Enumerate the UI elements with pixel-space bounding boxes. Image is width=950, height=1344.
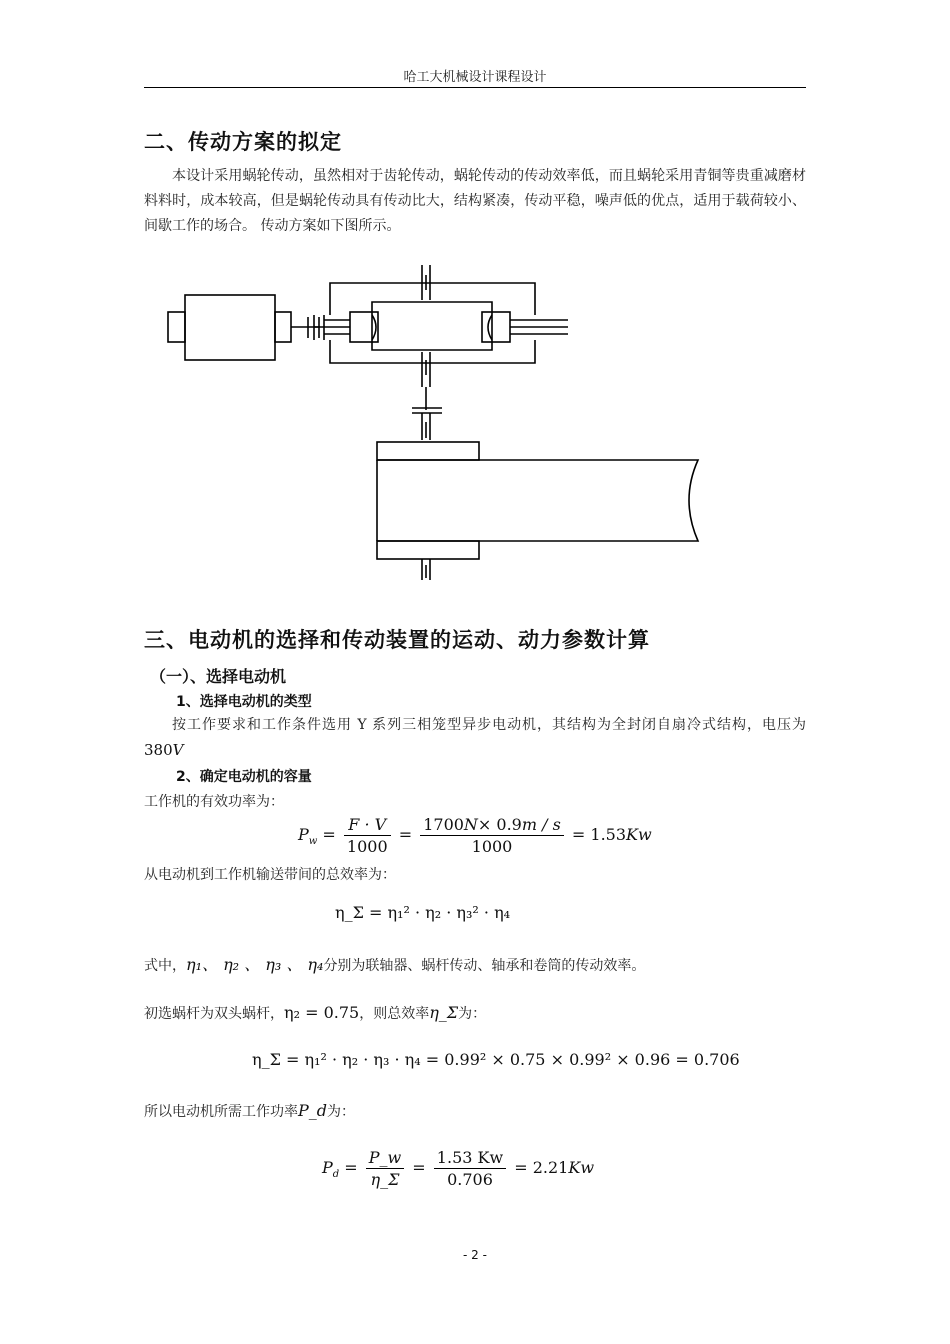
eta2-value: η₂ = 0.75 xyxy=(284,1003,360,1022)
pw-fraction-1 xyxy=(344,815,391,856)
motor-end-left xyxy=(168,312,185,342)
pw-frac1-den: 1000 xyxy=(346,837,388,856)
pd-frac1-num: P_w xyxy=(366,1148,404,1169)
pd-subscript: d xyxy=(332,1169,340,1181)
pd-formula: $P_d$ = $\frac{P\_w}{\eta\_\Sigma}$ = $\frac{1.53 Kw}{0.706}$ = 2.21Kw xyxy=(322,1148,595,1189)
item-heading-2: 2、确定电动机的容量 xyxy=(176,769,312,785)
pd-symbol: P xyxy=(322,1158,333,1177)
motor-body xyxy=(185,295,275,360)
eta2-text-a: 初选蜗杆为双头蜗杆， xyxy=(144,1006,284,1022)
voltage-number: 380 xyxy=(144,741,173,759)
section-2-paragraph: 本设计采用蜗轮传动，虽然相对于齿轮传动，蜗轮传动的传动效率低，而且蜗轮采用青铜等贵重减磨材料料时，成本较高，但是蜗轮传动具有传动比大，结构紧凑，传动平稳，噪声低的优点，适用于载荷较小、间歇工作的场合。 传动方案如下图所示。 xyxy=(144,168,806,234)
pd-result-unit: Kw xyxy=(568,1158,595,1177)
eta-desc-symbols: η₁、 η₂ 、 η₃ 、 η₄ xyxy=(186,955,324,974)
conveyor-belt xyxy=(377,460,698,541)
worm-right-end xyxy=(482,312,510,342)
pw-result-unit: Kw xyxy=(626,825,652,844)
pw-formula: $P_w$ = $\frac{F \cdot V}{1000}$ = $\frac{1700N\times 0.9m / s}{1000}$ = 1.53Kw xyxy=(298,815,652,856)
eta-formula: η_Σ = η₁² · η₂ · η₃² · η₄ xyxy=(335,903,511,922)
subsection-heading-1: （一）、选择电动机 xyxy=(150,667,287,686)
eta2-line xyxy=(144,1003,486,1023)
header-rule xyxy=(144,87,806,88)
motor-type-paragraph xyxy=(144,713,806,764)
pw-force-unit: N xyxy=(463,815,478,834)
item-heading-1: 1、选择电动机的类型 xyxy=(176,694,312,710)
pd-intro-a: 所以电动机所需工作功率 xyxy=(144,1104,298,1120)
pw-intro: 工作机的有效功率为： xyxy=(144,794,284,810)
pw-frac2-den: 1000 xyxy=(471,837,513,856)
pd-frac1-den: η_Σ xyxy=(370,1170,400,1189)
pw-speed: × 0.9 xyxy=(477,815,522,834)
pw-speed-unit: m / s xyxy=(521,815,561,834)
pd-result: 2.21 xyxy=(532,1158,569,1177)
drum-top-flange xyxy=(377,442,479,460)
section-heading-2: 二、传动方案的拟定 xyxy=(144,130,342,154)
eta-desc-suffix: 分别为联轴器、蜗杆传动、轴承和卷筒的传动效率。 xyxy=(323,958,646,974)
eta2-text-c: 为： xyxy=(458,1006,487,1022)
eta-desc-prefix: 式中， xyxy=(144,958,186,974)
pw-result: 1.53 xyxy=(590,825,627,844)
drum-bottom-flange xyxy=(377,541,479,559)
voltage-value xyxy=(144,741,183,759)
pd-frac2-den: 0.706 xyxy=(447,1170,493,1189)
pd-fraction-2 xyxy=(434,1148,506,1189)
eta-total-formula: η_Σ = η₁² · η₂ · η₃ · η₄ = 0.99² × 0.75 × 0.99² × 0.96 = 0.706 xyxy=(252,1050,740,1069)
pw-frac2-num xyxy=(420,815,564,836)
pw-frac1-num: F · V xyxy=(344,815,391,836)
section-heading-3: 三、电动机的选择和传动装置的运动、动力参数计算 xyxy=(144,628,650,652)
running-header: 哈工大机械设计课程设计 xyxy=(403,70,547,85)
eta2-symbol: η_Σ xyxy=(429,1003,459,1022)
pd-intro-b: 为： xyxy=(327,1104,356,1120)
motor-type-text: 按工作要求和工作条件选用 Y 系列三相笼型异步电动机，其结构为全封闭自扇冷式结构，电压为 xyxy=(172,717,806,733)
page-number: - 2 - xyxy=(463,1248,487,1262)
eta2-text-b: ，则总效率 xyxy=(359,1006,430,1022)
pd-frac2-num: 1.53 Kw xyxy=(434,1148,506,1169)
pw-fraction-2 xyxy=(420,815,564,856)
pd-symbol-inline: P_d xyxy=(298,1101,328,1120)
voltage-unit: V xyxy=(172,741,184,759)
pw-force: 1700 xyxy=(423,815,464,834)
motor-end-right xyxy=(275,312,291,342)
pw-symbol: P xyxy=(298,825,309,844)
transmission-diagram xyxy=(160,260,720,585)
pd-intro xyxy=(144,1101,355,1121)
worm-wheel-body xyxy=(372,302,492,350)
eta-intro: 从电动机到工作机输送带间的总效率为： xyxy=(144,867,396,883)
housing-top xyxy=(330,283,535,315)
eta-description xyxy=(144,952,645,975)
housing-bottom xyxy=(330,340,535,363)
pd-fraction-1 xyxy=(366,1148,404,1189)
pw-subscript: w xyxy=(308,836,318,848)
